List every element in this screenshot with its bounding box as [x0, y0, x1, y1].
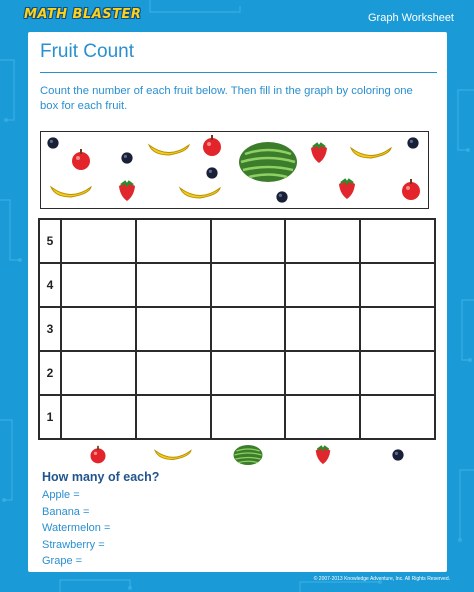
graph-cell[interactable]	[136, 395, 211, 439]
graph-cell[interactable]	[360, 263, 435, 307]
grape-icon	[405, 135, 421, 151]
grape-icon	[274, 189, 290, 205]
math-blaster-logo: MATH BLASTER	[24, 7, 142, 22]
graph-cell[interactable]	[211, 263, 286, 307]
y-axis-label: 4	[39, 263, 61, 307]
graph-cell[interactable]	[211, 351, 286, 395]
apple-icon	[200, 134, 224, 158]
bar-graph-grid	[38, 218, 436, 440]
fruit-counting-box	[40, 131, 429, 209]
apple-icon	[399, 178, 423, 202]
graph-cell[interactable]	[61, 263, 136, 307]
graph-cell[interactable]	[136, 219, 211, 263]
graph-cell[interactable]	[211, 395, 286, 439]
worksheet-type-label: Graph Worksheet	[367, 12, 454, 24]
graph-cell[interactable]	[360, 219, 435, 263]
copyright-notice: © 2007-2013 Knowledge Adventure, Inc. All Rights Reserved.	[313, 576, 450, 582]
grape-icon	[390, 447, 406, 463]
graph-cell[interactable]	[360, 395, 435, 439]
graph-cell[interactable]	[136, 351, 211, 395]
title-divider	[40, 72, 437, 73]
banana-icon	[147, 140, 191, 160]
y-axis-label: 3	[39, 307, 61, 351]
worksheet-paper	[28, 32, 447, 572]
y-axis-label: 1	[39, 395, 61, 439]
graph-x-axis-fruits	[60, 442, 436, 468]
answer-grape[interactable]: Grape =	[42, 555, 83, 567]
banana-icon	[349, 143, 393, 163]
graph-cell[interactable]	[285, 263, 360, 307]
graph-cell[interactable]	[285, 219, 360, 263]
grape-icon	[204, 165, 220, 181]
answer-watermelon[interactable]: Watermelon =	[42, 522, 111, 534]
answer-apple[interactable]: Apple =	[42, 489, 80, 501]
graph-cell[interactable]	[360, 351, 435, 395]
graph-cell[interactable]	[61, 219, 136, 263]
graph-cell[interactable]	[360, 307, 435, 351]
watermelon-icon	[232, 444, 264, 466]
graph-cell[interactable]	[285, 395, 360, 439]
apple-icon	[88, 445, 108, 465]
graph-cell[interactable]	[61, 351, 136, 395]
y-axis-label: 5	[39, 219, 61, 263]
graph-cell[interactable]	[136, 307, 211, 351]
strawberry-icon	[116, 180, 138, 202]
strawberry-icon	[308, 142, 330, 164]
grape-icon	[45, 135, 61, 151]
strawberry-icon	[336, 178, 358, 200]
apple-icon	[69, 148, 93, 172]
banana-icon	[153, 446, 193, 464]
instructions-text: Count the number of each fruit below. Then fill in the graph by coloring one box for each fruit.	[40, 85, 413, 112]
page-title: Fruit Count	[40, 41, 134, 62]
graph-cell[interactable]	[136, 263, 211, 307]
graph-cell[interactable]	[211, 219, 286, 263]
graph-cell[interactable]	[61, 395, 136, 439]
banana-icon	[49, 182, 93, 202]
y-axis-label: 2	[39, 351, 61, 395]
banana-icon	[178, 183, 222, 203]
answer-strawberry[interactable]: Strawberry =	[42, 538, 105, 551]
question-heading: How many of each?	[42, 470, 160, 484]
watermelon-icon	[237, 140, 299, 184]
graph-cell[interactable]	[285, 351, 360, 395]
answer-list	[42, 487, 110, 570]
strawberry-icon	[313, 445, 333, 465]
graph-cell[interactable]	[285, 307, 360, 351]
graph-cell[interactable]	[61, 307, 136, 351]
graph-cell[interactable]	[211, 307, 286, 351]
grape-icon	[119, 150, 135, 166]
answer-banana[interactable]: Banana =	[42, 505, 90, 518]
